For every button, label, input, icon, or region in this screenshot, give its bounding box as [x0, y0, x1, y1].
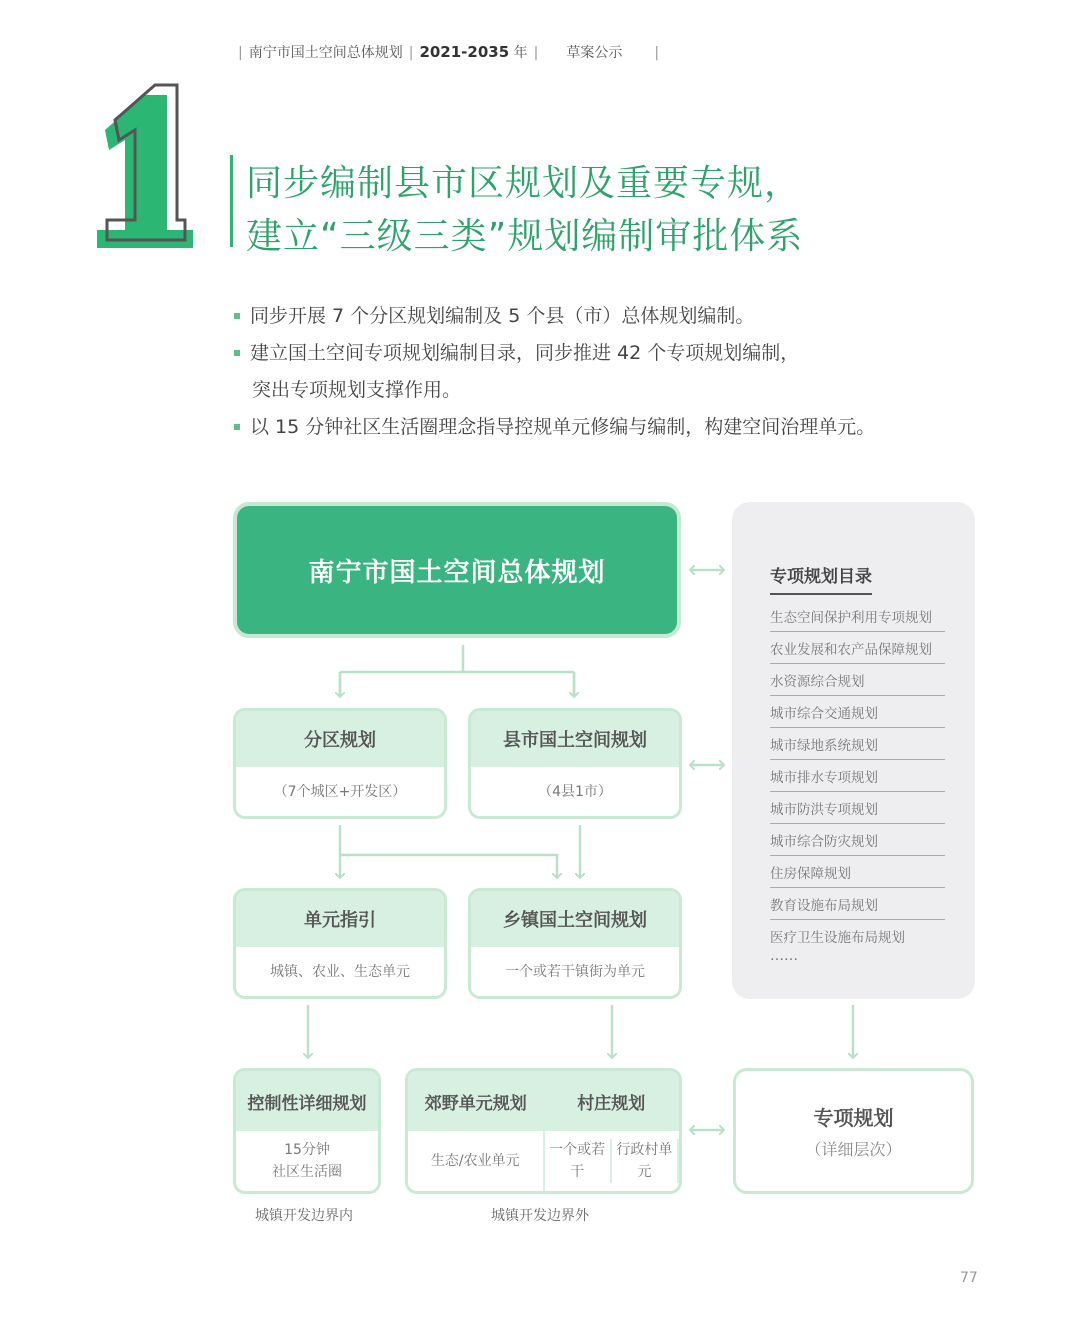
card-title: 分区规划	[236, 711, 444, 767]
regulatory-plan-card	[233, 1068, 381, 1194]
unit-guidance-card	[233, 888, 447, 999]
suburban-unit-subtitle: 生态/农业单元	[408, 1131, 545, 1191]
village-plan-title: 村庄规划	[577, 1093, 646, 1114]
catalog-item: 城市综合防灾规划	[770, 824, 945, 856]
bullet-item: 以 15 分钟社区生活圈理念指导控规单元修编与编制，构建空间治理单元。	[234, 409, 875, 446]
suburban-village-card	[405, 1068, 682, 1194]
card-title: 县市国土空间规划	[471, 711, 679, 767]
status-label: 草案公示	[566, 45, 623, 61]
card-subtitle: （7个城区+开发区）	[273, 783, 407, 800]
card-title: 乡镇国土空间规划	[471, 891, 679, 947]
bullet-item-continuation: 突出专项规划支撑作用。	[252, 379, 462, 401]
card-subtitle: （4县1市）	[538, 783, 612, 800]
catalog-item: 城市防洪专项规划	[770, 792, 945, 824]
catalog-item: 住房保障规划	[770, 856, 945, 888]
district-to-township-arrow	[340, 855, 557, 878]
card-subtitle: （详细层次）	[805, 1140, 902, 1159]
catalog-ellipsis: ……	[770, 948, 798, 964]
year-suffix: 年	[513, 45, 528, 61]
caption-outside-boundary: 城镇开发边界外	[491, 1208, 589, 1224]
section-title-line1: 同步编制县市区规划及重要专规，	[246, 163, 802, 204]
village-plan-subtitle: 一个或若干 行政村单元	[545, 1131, 680, 1191]
card-subtitle: 一个或若干镇街为单元	[505, 963, 645, 980]
master-plan-box: 南宁市国土空间总体规划	[233, 502, 681, 638]
card-subtitle: 城镇、农业、生态单元	[270, 963, 410, 980]
card-title: 控制性详细规划	[236, 1071, 378, 1131]
special-plan-detail-card	[733, 1068, 974, 1194]
catalog-item: 水资源综合规划	[770, 664, 945, 696]
section-title-line2: 建立“三级三类”规划编制审批体系	[246, 216, 804, 257]
county-plan-card	[468, 708, 682, 819]
card-subtitle: 15分钟 社区生活圈	[272, 1142, 342, 1180]
top-branch-connector	[340, 645, 574, 697]
card-title: 单元指引	[236, 891, 444, 947]
catalog-item: 生态空间保护利用专项规划	[770, 600, 945, 632]
catalog-title: 专项规划目录	[770, 562, 872, 595]
catalog-item: 医疗卫生设施布局规划	[770, 929, 905, 946]
catalog-item: 城市绿地系统规划	[770, 728, 945, 760]
card-title: 专项规划	[813, 1106, 894, 1130]
suburban-unit-title: 郊野单元规划	[424, 1093, 527, 1114]
township-plan-card	[468, 888, 682, 999]
caption-inside-boundary: 城镇开发边界内	[255, 1208, 353, 1224]
catalog-item: 城市综合交通规划	[770, 696, 945, 728]
plan-years: 2021-2035	[419, 43, 510, 61]
district-plan-card	[233, 708, 447, 819]
bullet-item: 建立国土空间专项规划编制目录，同步推进 42 个专项规划编制，	[234, 335, 875, 372]
special-plan-catalog-panel	[732, 502, 975, 999]
doc-title: 南宁市国土空间总体规划	[248, 45, 403, 61]
catalog-item: 教育设施布局规划	[770, 888, 945, 920]
catalog-item: 城市排水专项规划	[770, 760, 945, 792]
running-header: | 南宁市国土空间总体规划 | 2021-2035 年 | 草案公示 |	[238, 43, 660, 61]
catalog-item: 农业发展和农产品保障规划	[770, 632, 945, 664]
bullet-item: 同步开展 7 个分区规划编制及 5 个县（市）总体规划编制。	[234, 298, 875, 335]
catalog-list	[770, 600, 945, 951]
page-number: 77	[960, 1270, 978, 1286]
